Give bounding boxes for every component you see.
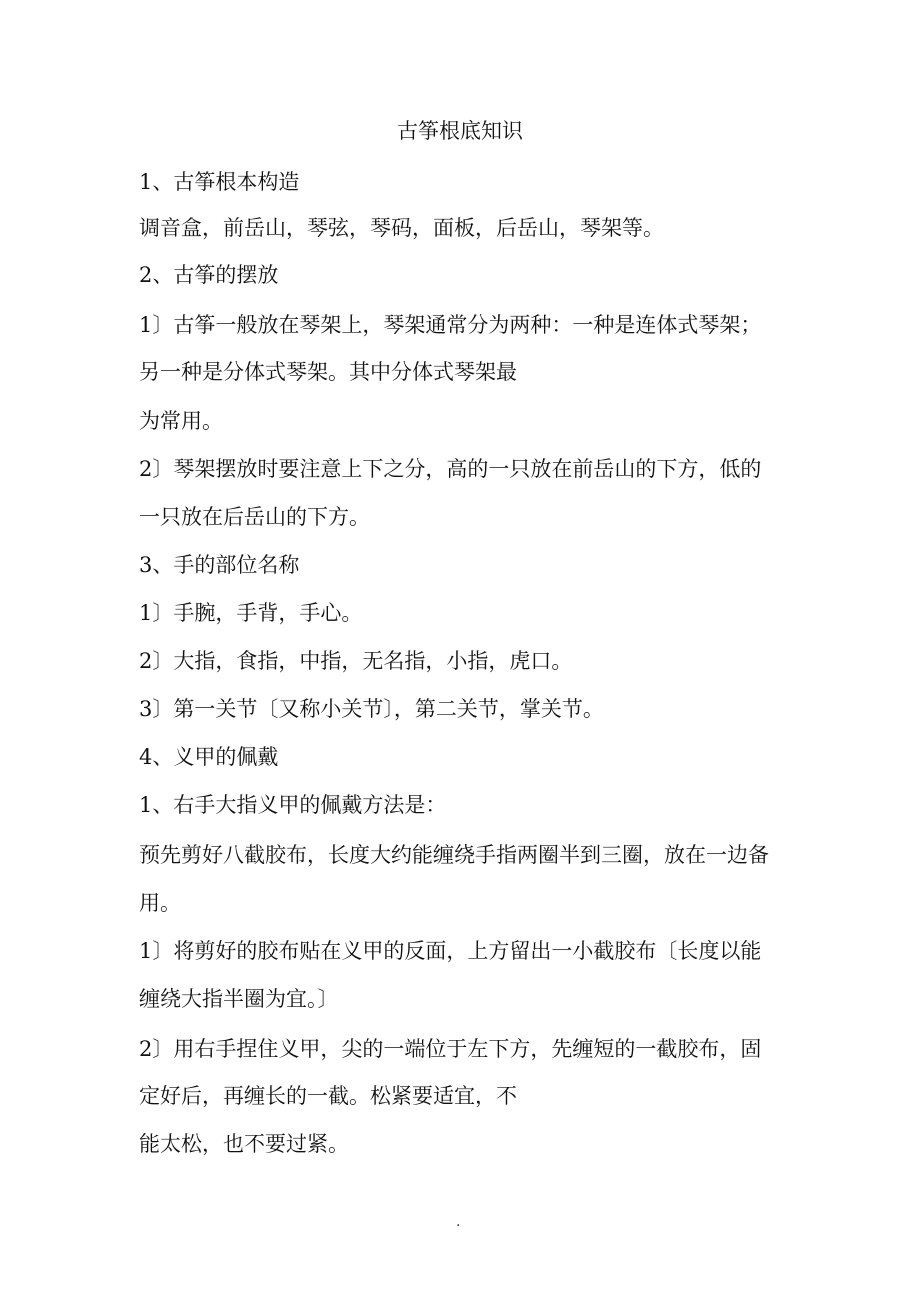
paragraph-line: 1〕将剪好的胶布贴在义甲的反面，上方留出一小截胶布〔长度以能: [139, 939, 762, 963]
paragraph-line: 用。: [139, 891, 181, 915]
section-heading: 1、古筝根本构造: [139, 170, 300, 194]
paragraph-line: 3〕第一关节〔又称小关节〕，第二关节，掌关节。: [139, 697, 604, 721]
section-heading: 3、手的部位名称: [139, 553, 300, 577]
paragraph-line: 预先剪好八截胶布，长度大约能缠绕手指两圈半到三圈，放在一边备: [139, 843, 769, 867]
paragraph-line: 另一种是分体式琴架。其中分体式琴架最: [139, 360, 517, 384]
paragraph-line: 缠绕大指半圈为宜。〕: [139, 987, 339, 1011]
page-footer-mark: .: [456, 1214, 461, 1230]
paragraph-line: 1〕手腕，手背，手心。: [139, 601, 363, 625]
paragraph-line: 定好后，再缠长的一截。松紧要适宜，不: [139, 1084, 517, 1108]
paragraph-line: 为常用。: [139, 409, 223, 433]
section-heading: 2、古筝的摆放: [139, 263, 279, 287]
section-heading: 4、义甲的佩戴: [139, 745, 279, 769]
paragraph-line: 1、右手大指义甲的佩戴方法是：: [139, 793, 447, 817]
paragraph-line: 1〕古筝一般放在琴架上，琴架通常分为两种：一种是连体式琴架；: [139, 313, 762, 337]
document-title: 古筝根底知识: [397, 119, 523, 143]
paragraph-line: 2〕琴架摆放时要注意上下之分，高的一只放在前岳山的下方，低的: [139, 457, 762, 481]
paragraph-line: 2〕用右手捏住义甲，尖的一端位于左下方，先缠短的一截胶布，固: [139, 1037, 762, 1061]
paragraph-line: 调音盒，前岳山，琴弦，琴码，面板，后岳山，琴架等。: [139, 216, 664, 240]
paragraph-line: 2〕大指，食指，中指，无名指，小指，虎口。: [139, 649, 573, 673]
paragraph-line: 能太松，也不要过紧。: [139, 1132, 349, 1156]
paragraph-line: 一只放在后岳山的下方。: [139, 505, 370, 529]
